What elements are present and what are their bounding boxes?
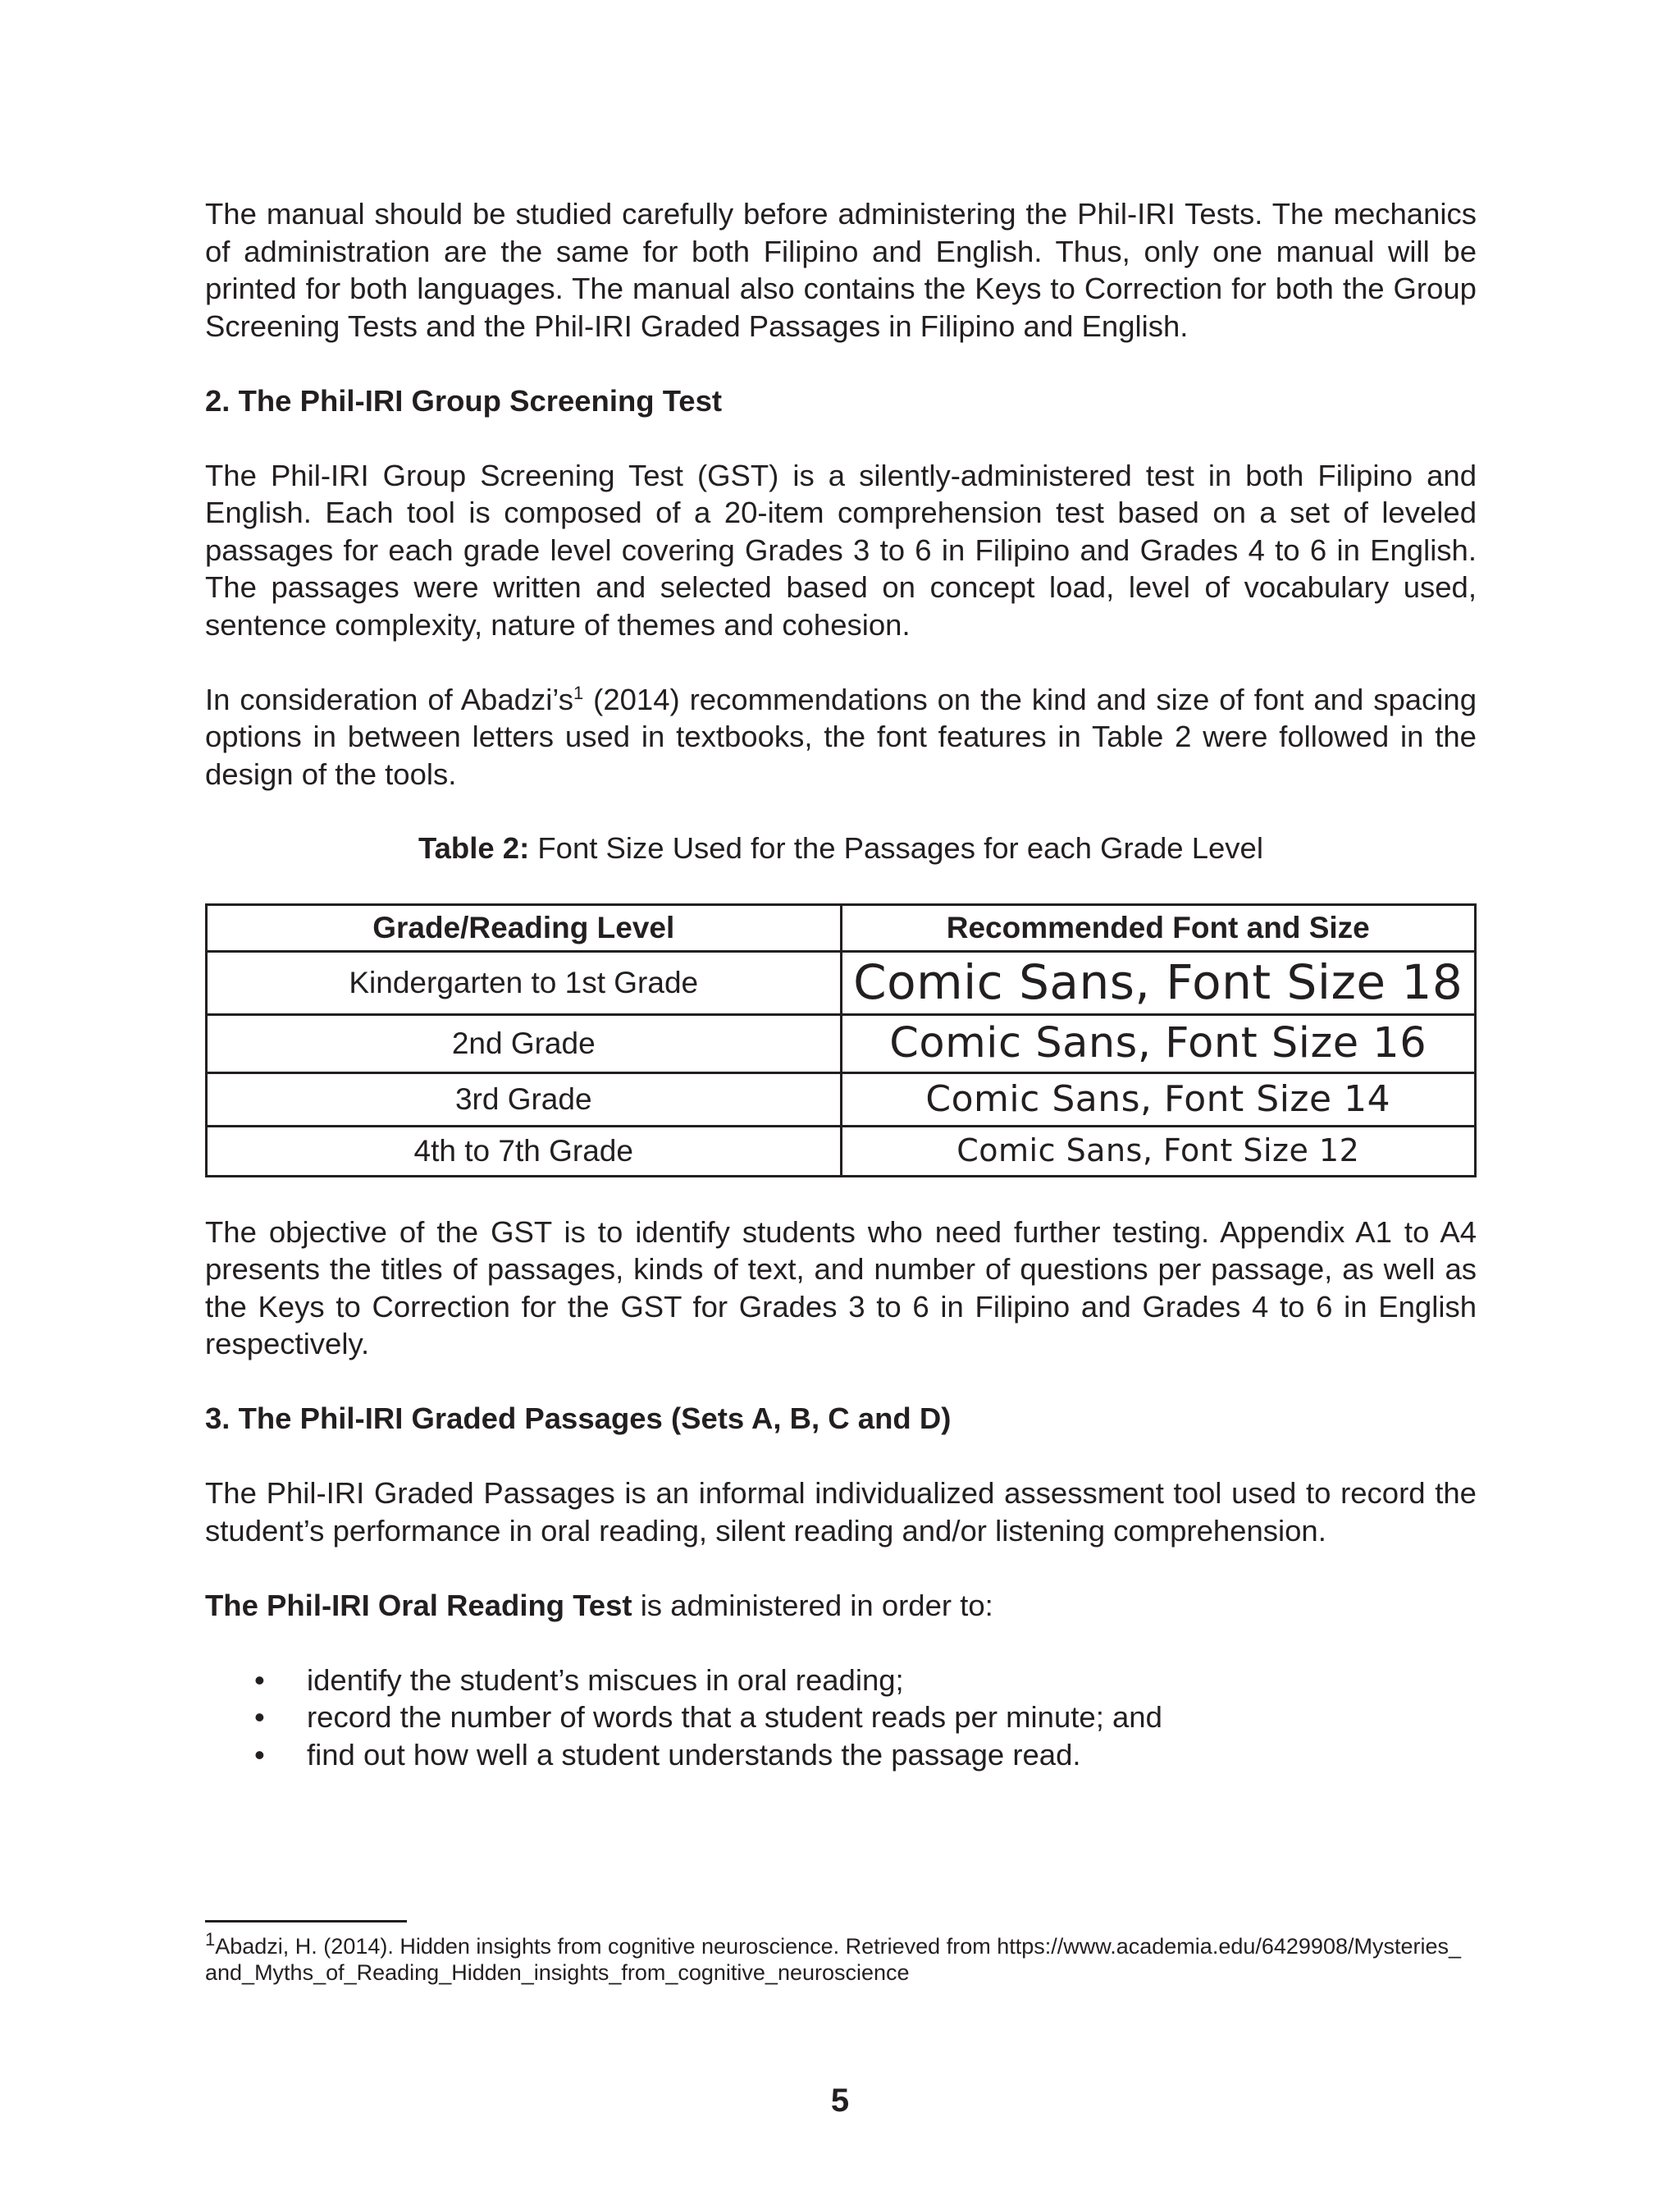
gst-description-paragraph: The Phil-IRI Group Screening Test (GST) is a silently-administered test in both Filipino and English. Each tool is composed of a 20-item comprehension test based on a set of leveled passages for each grade level covering Grades 3 to 6 in Filipino and Grades 4 to 6 in English. The passages were written and selected based on concept load, level of vocabulary used, sentence complexity, nature of themes and cohesion. [205,458,1477,642]
bullet-icon: • [254,1700,265,1734]
intro-paragraph: The manual should be studied carefully before administering the Phil-IRI Tests. The mechanics of administration are the same for both Filipino and English. Thus, only one manual will be printed for both languages. The manual also contains the Keys to Correction for both the Group Screening Tests and the Phil-IRI Graded Passages in Filipino and English. [205,197,1477,343]
list-item [205,1736,1477,1774]
table-header-row [207,904,1476,951]
font-cell: Comic Sans, Font Size 16 [841,1014,1476,1072]
bullet-icon: • [254,1662,265,1697]
list-item-text: record the number of words that a student reads per minute; and [307,1700,1162,1734]
list-item-text: identify the student’s miscues in oral reading; [307,1662,904,1697]
font-recommendation-text-end: (2014) recommendations on the kind and size of font and spacing options in between letters used in textbooks, the font features in Table 2 were followed in the design of the tools. [205,682,1477,791]
font-recommendation-paragraph [205,681,1477,793]
font-size-table [205,903,1477,1177]
footnote [205,1929,1485,1986]
footnote-marker: 1 [205,1929,216,1950]
table-row [207,1014,1476,1072]
section-2-heading: 2. The Phil-IRI Group Screening Test [205,383,723,418]
footnote-line-2: and_Myths_of_Reading_Hidden_insights_from_cognitive_neuroscience [205,1960,910,1985]
oral-reading-test-text: is administered in order to: [632,1588,993,1622]
grade-cell: Kindergarten to 1st Grade [207,951,842,1014]
grade-cell: 4th to 7th Grade [207,1126,842,1176]
table-2-caption [205,830,1477,867]
table-header-font: Recommended Font and Size [841,904,1476,951]
footnote-reference: 1 [573,682,584,703]
page-number: 5 [830,2083,850,2119]
graded-passages-paragraph: The Phil-IRI Graded Passages is an informal individualized assessment tool used to record the student’s performance in oral reading, silent reading and/or listening comprehension. [205,1476,1477,1548]
oral-reading-test-intro [205,1587,1477,1625]
font-cell: Comic Sans, Font Size 14 [841,1072,1476,1126]
grade-cell: 3rd Grade [207,1072,842,1126]
section-3-heading: 3. The Phil-IRI Graded Passages (Sets A, B, C and D) [205,1401,952,1435]
grade-cell: 2nd Grade [207,1014,842,1072]
table-caption-label: Table 2: [418,831,530,865]
footnote-line-1 [205,1929,1485,1959]
font-recommendation-text-start: In consideration of Abadzi’s [205,682,574,716]
bullet-icon: • [254,1737,265,1772]
footnote-divider [205,1920,407,1923]
list-item [205,1662,1477,1699]
list-item [205,1699,1477,1736]
font-cell: Comic Sans, Font Size 12 [841,1126,1476,1176]
table-row [207,1126,1476,1176]
font-cell: Comic Sans, Font Size 18 [841,951,1476,1014]
table-row [207,951,1476,1014]
gst-objective-paragraph: The objective of the GST is to identify students who need further testing. Appendix A1 to A4 presents the titles of passages, kinds of text, and number of questions per passage, as well as the Keys to Correction for the GST for Grades 3 to 6 in Filipino and Grades 4 to 6 in English respectively. [205,1214,1477,1360]
oral-reading-test-title: The Phil-IRI Oral Reading Test [205,1588,632,1622]
table-row [207,1072,1476,1126]
list-item-text: find out how well a student understands the passage read. [307,1737,1081,1772]
purpose-list [205,1662,1477,1774]
table-header-grade: Grade/Reading Level [207,904,842,951]
table-caption-text: Font Size Used for the Passages for each Grade Level [529,831,1263,865]
document-body [205,195,1477,1773]
footnote-citation: Abadzi, H. (2014). Hidden insights from cognitive neuroscience. Retrieved from https://www.academia.edu/6429908/Mysteries_ [215,1934,1462,1959]
